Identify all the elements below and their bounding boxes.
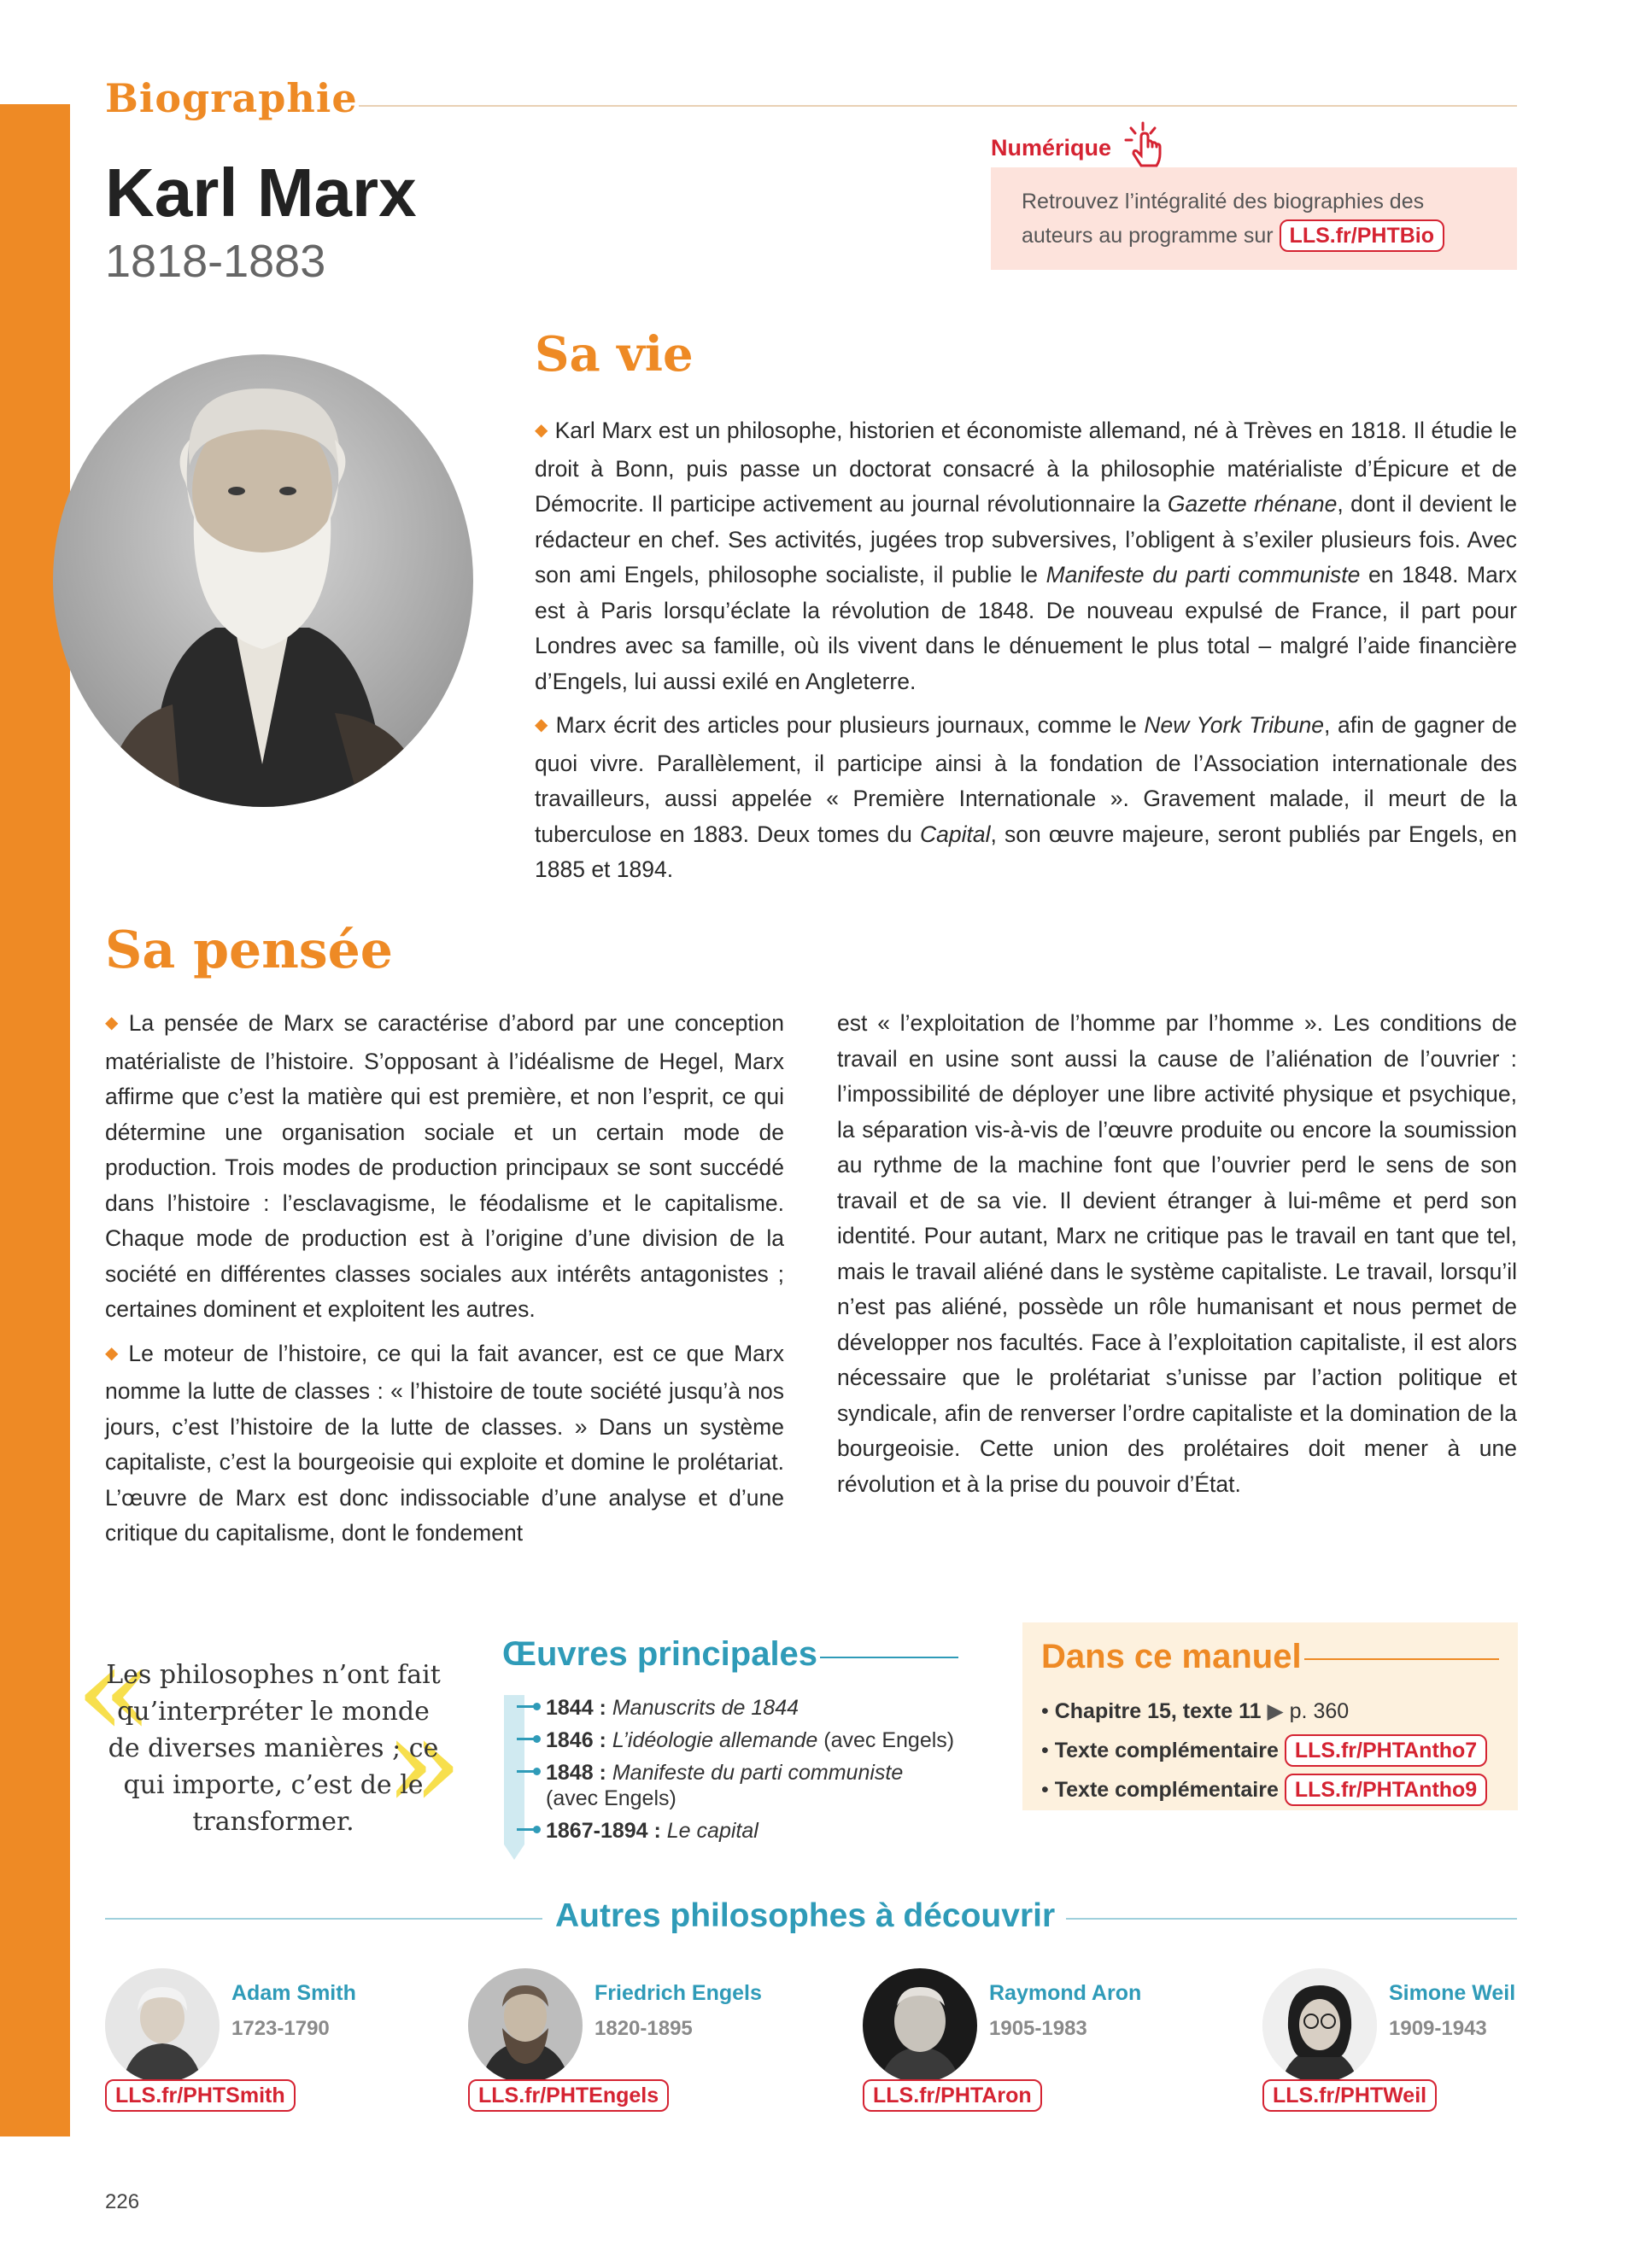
aron-link[interactable]: LLS.fr/PHTAron [863,2079,1042,2112]
philosopher-photo [105,1968,220,2083]
weil-link[interactable]: LLS.fr/PHTWeil [1262,2079,1437,2112]
philosopher-card [468,1968,844,2105]
section-label: Biographie [105,75,358,121]
vie-paragraph-1: ◆ Karl Marx est un philosophe, historien et économiste allemand, né à Trèves en 1818. Il étudie le droit à Bonn, puis passe un doctorat consacré à la philosophie matérialiste d’Épicure et de Démocrite. Il participe activement au journal révolutionnaire la Gazette rhénane, dont il devient le rédacteur en chef. Ses activités, jugées trop subversives, l’obligent à s’exiler plusieurs fois. Avec son ami Engels, philosophe socialiste, il publie le Manifeste du parti communiste en 1848. Marx est à Paris lorsqu’éclate la révolution de 1848. De nouveau expulsé de France, il part pour Londres avec sa famille, où ils vivent dans le dénuement le plus total – malgré l’aide financière d’Engels, lui aussi exilé en Angleterre. [535,418,1517,694]
antho7-link[interactable]: LLS.fr/PHTAntho7 [1285,1734,1487,1767]
philosopher-name: Adam Smith [231,1981,356,2005]
diamond-bullet-icon: ◆ [535,421,548,440]
pensee-column-2 [837,1006,1517,1511]
philosopher-card [105,1968,481,2105]
diamond-bullet-icon: ◆ [105,1014,122,1032]
timeline-dot-icon [517,1705,537,1708]
numerique-text [1022,184,1500,253]
manuel-item: • Texte complémentaire LLS.fr/PHTAntho9 [1041,1771,1487,1810]
oeuvre-item: 1867-1894 : Le capital [517,1818,973,1844]
engels-link[interactable]: LLS.fr/PHTEngels [468,2079,669,2112]
diamond-bullet-icon: ◆ [105,1343,122,1363]
philosopher-card [863,1968,1239,2105]
numerique-label: Numérique [991,135,1112,161]
philosopher-name: Raymond Aron [989,1981,1142,2005]
pointer-hand-icon [1121,121,1168,172]
pensee-paragraph-2: ◆ Le moteur de l’histoire, ce qui la fait avancer, est ce que Marx nomme la lutte de classes : « l’histoire de toute société jusqu’à nos jours, c’est l’histoire de la lutte de classes. » Dans un système capitaliste, c’est la bourgeoisie qui exploite et domine le prolétariat. L’œuvre de Marx est donc indissociable d’une analyse et d’une critique du capitalisme, dont le fondement [105,1340,784,1546]
page-title: Karl Marx [105,155,417,231]
philosopher-dates: 1909-1943 [1389,2017,1487,2040]
philosopher-photo [863,1968,977,2083]
oeuvre-item: 1844 : Manuscrits de 1844 [517,1695,973,1721]
manuel-rule [1304,1658,1499,1660]
manuel-title: Dans ce manuel [1041,1638,1302,1675]
quote-box [75,1617,463,1862]
close-quote-icon: » [384,1689,463,1838]
manuel-list [1041,1692,1487,1810]
numerique-box [991,167,1517,270]
numerique-description: Retrouvez l’intégralité des biographies des auteurs au programme sur [1022,190,1425,248]
manuel-box [1022,1622,1518,1810]
philosopher-photo [1262,1968,1377,2083]
page-number: 226 [105,2190,140,2213]
biographies-link[interactable]: LLS.fr/PHTBio [1280,219,1444,252]
philosopher-name: Friedrich Engels [594,1981,762,2005]
timeline-dot-icon [517,1770,537,1773]
page-ref[interactable]: p. 360 [1289,1699,1350,1723]
oeuvres-rule [820,1657,958,1658]
pensee-paragraph-3: est « l’exploitation de l’homme par l’homme ». Les conditions de travail en usine sont aussi la cause de l’aliénation de l’ouvrier : l’impossibilité de déployer une libre activité physique et psychique, la séparation vis-à-vis de l’œuvre produite ou encore la soumission au rythme de la machine font que l’ouvrier perd le sens de son travail et de sa vie. Il devient étranger à lui-même et perd son identité. Pour autant, Marx ne critique pas le travail en tant que tel, mais le travail aliéné dans le système capitaliste. Le travail, lorsqu’il n’est pas aliéné, possède un rôle humanisant et nous permet de développer nos facultés. Face à l’exploitation capitaliste, il est alors nécessaire que le prolétariat s’unisse par l’action politique et syndicale, afin de renverser l’ordre capitaliste et la domination de la bourgeoisie. Cette union des prolétaires doit mener à une révolution et à la prise du pouvoir d’État. [837,1010,1517,1497]
philosopher-card [1262,1968,1638,2105]
pensee-paragraph-1: ◆ La pensée de Marx se caractérise d’abord par une conception matérialiste de l’histoire. S’opposant à l’idéalisme de Hegel, Marx affirme que c’est la matière qui est première, et non l’esprit, ce qui détermine une organisation sociale et un certain mode de production. Trois modes de production principaux se sont succédé dans l’histoire : l’esclavagisme, le féodalisme et le capitalisme. Chaque mode de production est à l’origine d’une division de la société en différentes classes sociales aux intérêts antagonistes ; certaines dominent et exploitent les autres. [105,1010,784,1322]
autres-title: Autres philosophes à découvrir [555,1897,1056,1934]
autres-rule-left [105,1918,542,1920]
autres-rule-right [1066,1918,1517,1920]
arrow-right-icon: ▶ [1267,1699,1284,1723]
philosopher-name: Simone Weil [1389,1981,1516,2005]
philosopher-dates: 1905-1983 [989,2017,1087,2040]
quote-text: Les philosophes n’ont fait qu’interpréter le monde de diverses manières ; ce qui importe, c’est de le transformer. [106,1660,441,1837]
philosopher-dates: 1723-1790 [231,2017,330,2040]
section-rule [359,105,1517,107]
oeuvres-title: Œuvres principales [502,1635,818,1673]
vie-text [535,413,1517,897]
antho9-link[interactable]: LLS.fr/PHTAntho9 [1285,1774,1487,1806]
marx-portrait [53,354,473,807]
vie-paragraph-2: ◆ Marx écrit des articles pour plusieurs journaux, comme le New York Tribune, afin de gagner de quoi vivre. Parallèlement, il participe ainsi à la fondation de l’Association internationale des travailleurs, aussi appelée « Première Internationale ». Gravement malade, il meurt de la tuberculose en 1883. Deux tomes du Capital, son œuvre majeure, seront publiés par Engels, en 1885 et 1894. [535,712,1518,882]
philosopher-dates: 1820-1895 [594,2017,693,2040]
oeuvres-list [517,1695,973,1850]
oeuvre-item: 1846 : L’idéologie allemande (avec Engels) [517,1727,973,1753]
timeline-dot-icon [517,1738,537,1740]
oeuvre-item: 1848 : Manifeste du parti communiste (avec Engels) [517,1760,973,1811]
pensee-column-1 [105,1006,784,1560]
diamond-bullet-icon: ◆ [535,716,549,734]
smith-link[interactable]: LLS.fr/PHTSmith [105,2079,296,2112]
philosopher-photo [468,1968,583,2083]
open-quote-icon: « [75,1617,154,1766]
manuel-item: • Chapitre 15, texte 11 ▶ p. 360 [1041,1699,1350,1723]
author-dates: 1818-1883 [105,236,326,287]
timeline-dot-icon [517,1828,537,1831]
pensee-title: Sa pensée [105,921,393,980]
orange-sidebar [0,104,70,2136]
manuel-item: • Texte complémentaire LLS.fr/PHTAntho7 [1041,1732,1487,1771]
vie-title: Sa vie [535,326,694,383]
